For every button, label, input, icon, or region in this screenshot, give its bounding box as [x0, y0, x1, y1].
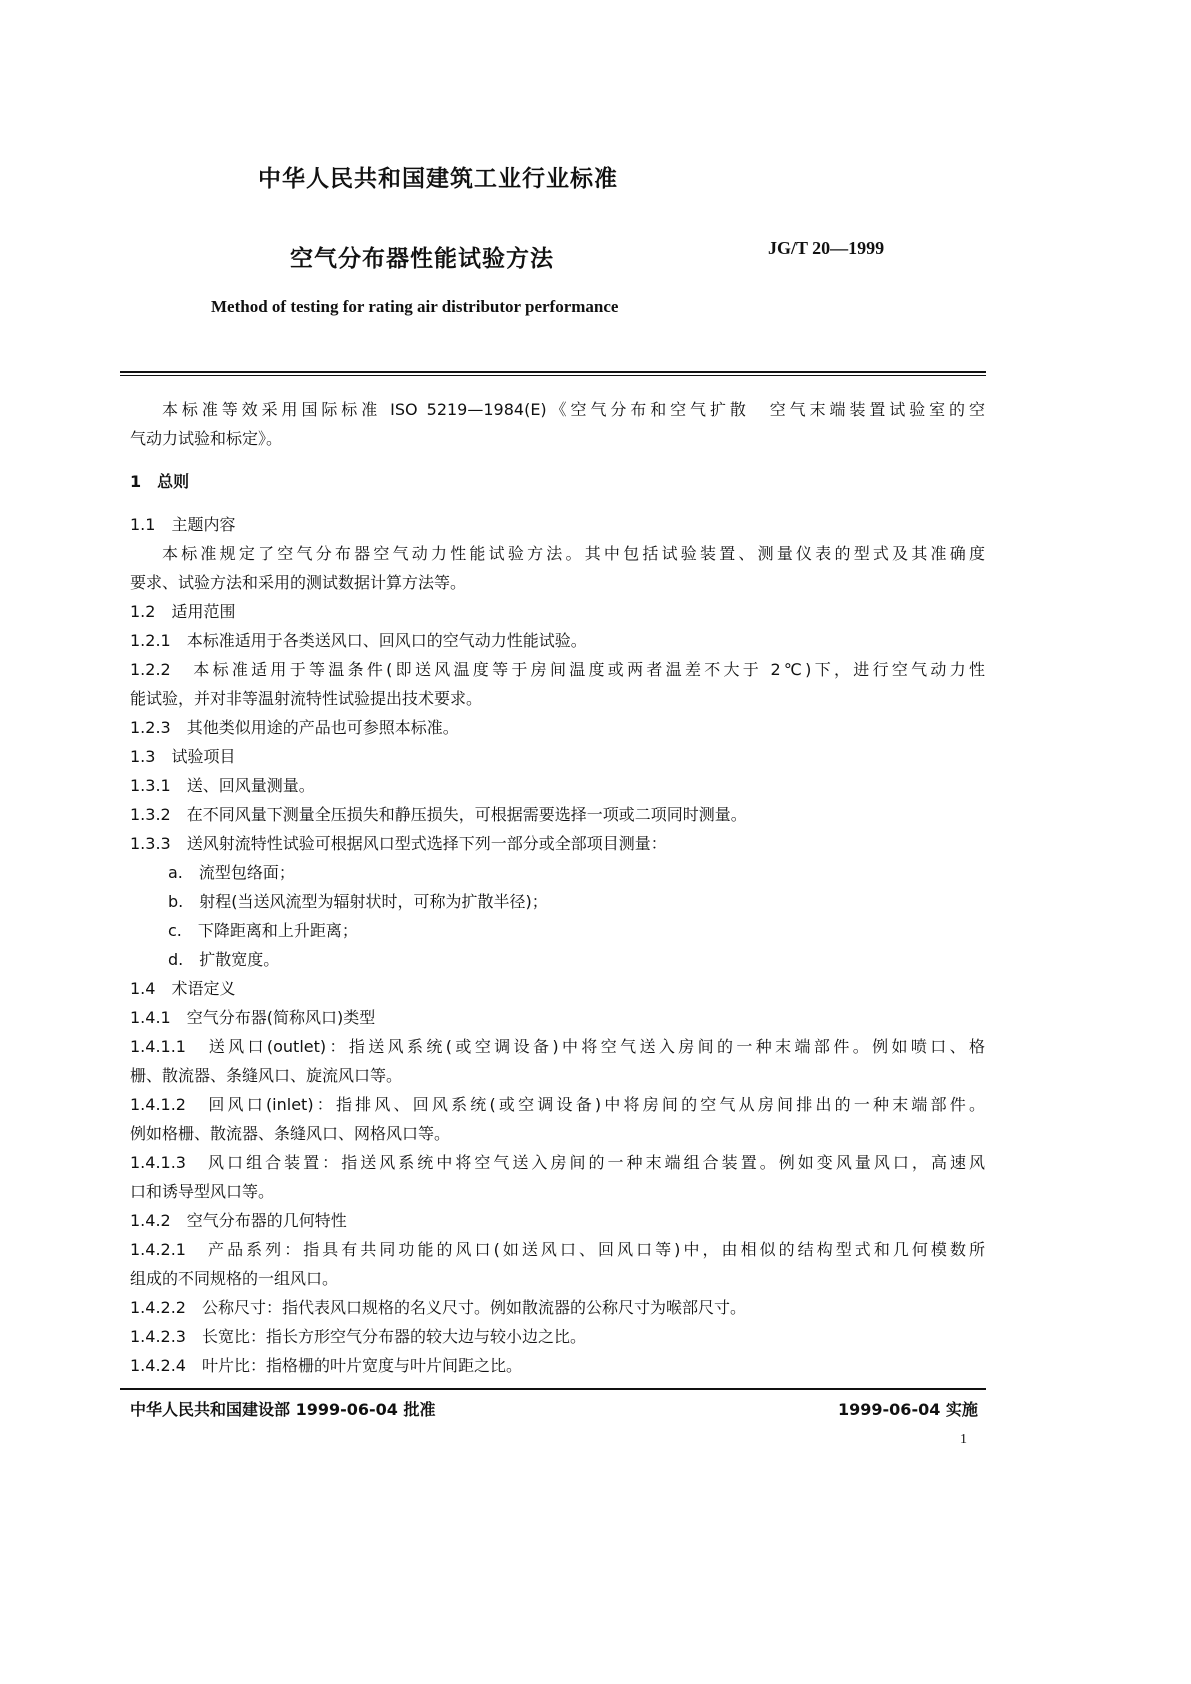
english-title: Method of testing for rating air distributor performance — [211, 297, 619, 316]
section-heading: 1.4 术语定义 — [130, 979, 236, 998]
text-line: 1.4.1.2 回风口(inlet)：指排风、回风系统(或空调设备)中将房间的空气从房间排出的一种末端部件。 — [130, 1095, 985, 1114]
section-heading: 1.4.2 空气分布器的几何特性 — [130, 1211, 347, 1230]
page-number: 1 — [960, 1432, 967, 1447]
text-line: 要求、试验方法和采用的测试数据计算方法等。 — [130, 573, 467, 592]
footer-rule — [120, 1388, 986, 1390]
text-line: 气动力试验和标定》。 — [130, 429, 283, 448]
section-heading: 1.2 适用范围 — [130, 602, 236, 621]
text-line: 本标准规定了空气分布器空气动力性能试验方法。其中包括试验装置、测量仪表的型式及其准确度 — [162, 544, 985, 563]
list-item: d. 扩散宽度。 — [168, 950, 280, 969]
text-line: 1.2.3 其他类似用途的产品也可参照本标准。 — [130, 718, 459, 737]
list-item: c. 下降距离和上升距离； — [168, 921, 358, 940]
header-rule-thin — [120, 375, 986, 376]
text-line: 例如格栅、散流器、条缝风口、网格风口等。 — [130, 1124, 451, 1143]
section-heading: 1.4.1 空气分布器(简称风口)类型 — [130, 1008, 376, 1027]
text-line: 1.4.2.4 叶片比：指格栅的叶片宽度与叶片间距之比。 — [130, 1356, 522, 1375]
section-heading: 1.3 试验项目 — [130, 747, 236, 766]
text-line: 1.4.1.3 风口组合装置：指送风系统中将空气送入房间的一种末端组合装置。例如变风量风口，高速风 — [130, 1153, 985, 1172]
section-heading: 1 总则 — [130, 472, 190, 491]
issuing-body: 中华人民共和国建筑工业行业标准 — [258, 166, 618, 192]
text-line: 1.4.2.2 公称尺寸：指代表风口规格的名义尺寸。例如散流器的公称尺寸为喉部尺寸。 — [130, 1298, 746, 1317]
standard-code: JG/T 20—1999 — [768, 238, 885, 258]
section-heading: 1.1 主题内容 — [130, 515, 236, 534]
text-line: 1.4.1.1 送风口(outlet)：指送风系统(或空调设备)中将空气送入房间的一种末端部件。例如喷口、格 — [130, 1037, 985, 1056]
text-line: 口和诱导型风口等。 — [130, 1182, 275, 1201]
list-item: b. 射程(当送风流型为辐射状时，可称为扩散半径)； — [168, 892, 548, 911]
list-item: a. 流型包络面； — [168, 863, 295, 882]
text-line: 本标准等效采用国际标准 ISO 5219—1984(E)《空气分布和空气扩散 空气末端装置试验室的空 — [162, 400, 985, 419]
text-line: 组成的不同规格的一组风口。 — [130, 1269, 339, 1288]
header-rule — [120, 371, 986, 373]
text-line: 1.3.3 送风射流特性试验可根据风口型式选择下列一部分或全部项目测量： — [130, 834, 667, 853]
text-line: 1.2.1 本标准适用于各类送风口、回风口的空气动力性能试验。 — [130, 631, 587, 650]
text-line: 1.3.2 在不同风量下测量全压损失和静压损失，可根据需要选择一项或二项同时测量。 — [130, 805, 747, 824]
text-line: 1.3.1 送、回风量测量。 — [130, 776, 315, 795]
text-line: 1.4.2.3 长宽比：指长方形空气分布器的较大边与较小边之比。 — [130, 1327, 586, 1346]
text-line: 栅、散流器、条缝风口、旋流风口等。 — [130, 1066, 403, 1085]
document-title: 空气分布器性能试验方法 — [290, 246, 554, 272]
document-body — [130, 395, 985, 1380]
effective-date: 1999-06-04 实施 — [838, 1400, 978, 1419]
text-line: 1.4.2.1 产品系列：指具有共同功能的风口(如送风口、回风口等)中，由相似的结构型式和几何模数所 — [130, 1240, 985, 1259]
text-line: 1.2.2 本标准适用于等温条件(即送风温度等于房间温度或两者温差不大于 2℃)下，进行空气动力性 — [130, 660, 985, 679]
approval-date: 中华人民共和国建设部 1999-06-04 批准 — [130, 1400, 436, 1419]
text-line: 能试验，并对非等温射流特性试验提出技术要求。 — [130, 689, 483, 708]
